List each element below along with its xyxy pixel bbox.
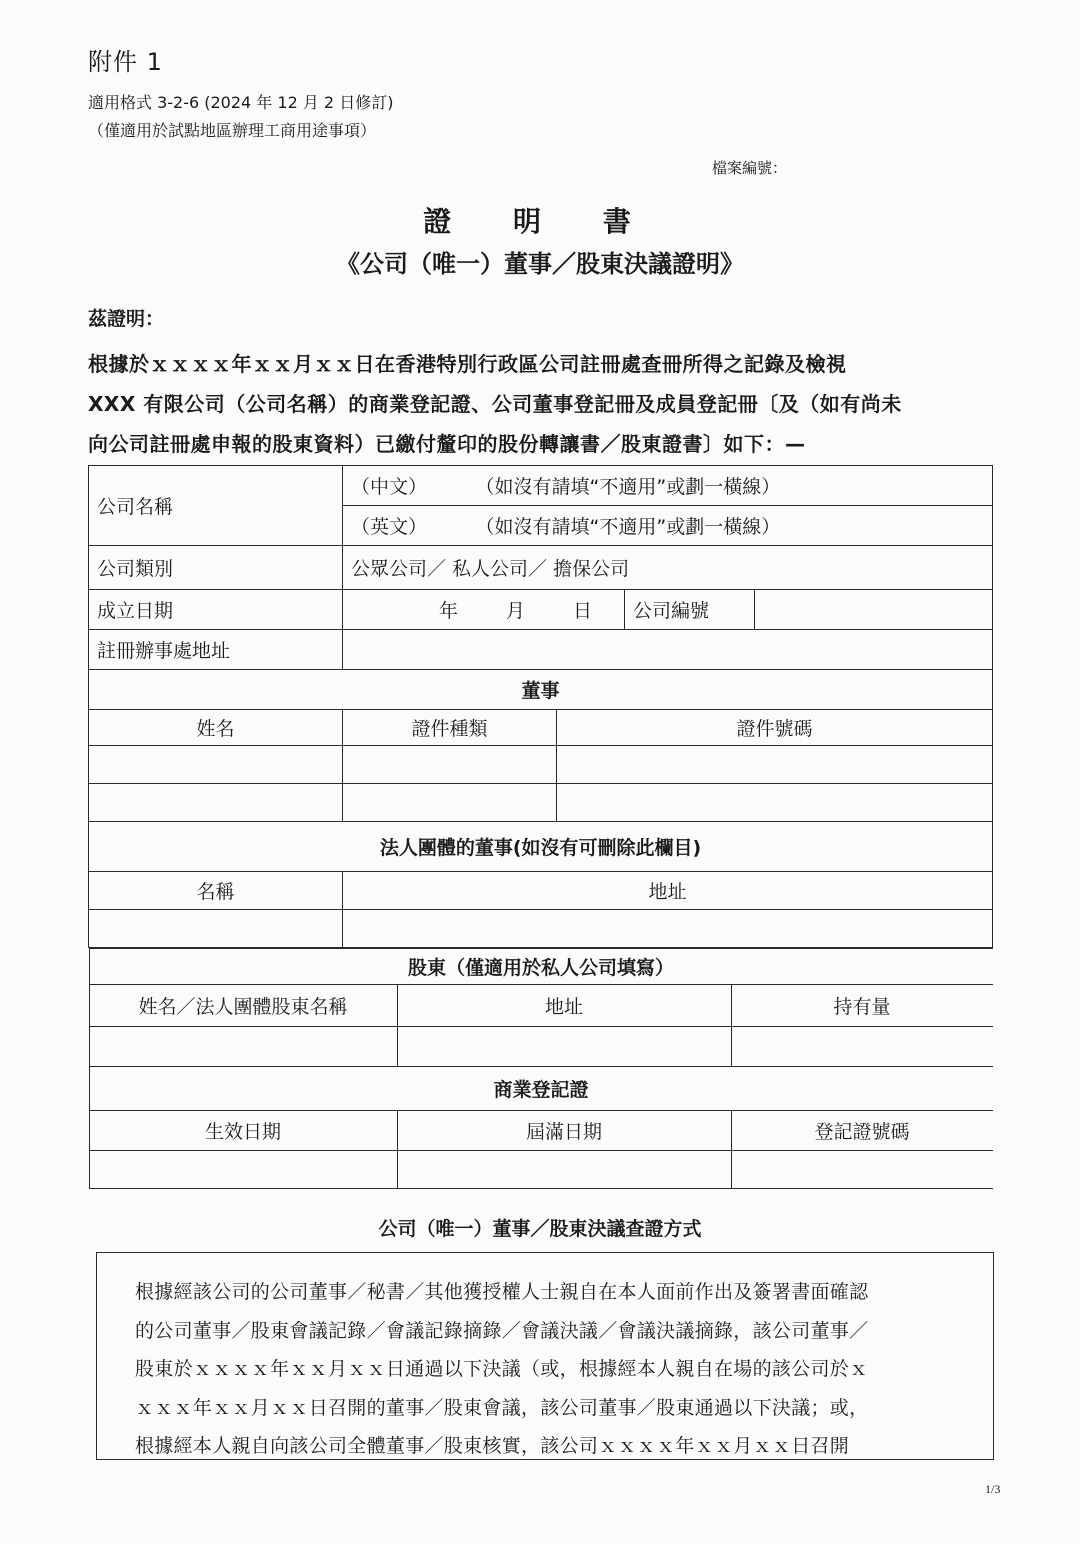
- certify-label: 茲證明：: [88, 308, 165, 330]
- verification-method-title: 公司（唯一）董事／股東決議查證方式: [378, 1218, 702, 1240]
- method-line: 股東於ｘｘｘｘ年ｘｘ月ｘｘ日通過以下決議（或，根據經本人親自在場的該公司於ｘ: [135, 1358, 869, 1380]
- company-type-label: 公司類別: [89, 546, 343, 590]
- company-name-chinese-field[interactable]: [343, 466, 993, 506]
- br-effective-date-cell[interactable]: [89, 1151, 397, 1189]
- shareholders-section-title: 股東（僅適用於私人公司填寫）: [89, 949, 993, 985]
- corporate-director-name-cell[interactable]: [89, 910, 343, 948]
- registered-office-field[interactable]: [343, 630, 993, 670]
- shareholder-address-cell[interactable]: [397, 1027, 731, 1067]
- br-number-cell[interactable]: [731, 1151, 993, 1189]
- month-label: 月: [506, 600, 526, 622]
- company-type-field[interactable]: 公眾公司／ 私人公司／ 擔保公司: [343, 546, 993, 590]
- director-id-number-cell[interactable]: [557, 784, 993, 822]
- shareholding-header: 持有量: [731, 985, 993, 1027]
- file-number-label: 檔案編號：: [712, 159, 788, 177]
- year-label: 年: [439, 600, 459, 622]
- registered-office-label: 註冊辦事處地址: [89, 630, 343, 670]
- intro-line: 根據於ｘｘｘｘ年ｘｘ月ｘｘ日在香港特別行政區公司註冊處查冊所得之記錄及檢視: [88, 352, 847, 376]
- directors-section-title: 董事: [89, 670, 993, 710]
- method-line: 根據經該公司的公司董事／秘書／其他獲授權人士親自在本人面前作出及簽署書面確認: [135, 1281, 869, 1303]
- director-name-cell[interactable]: [89, 746, 343, 784]
- shareholder-and-br-table: [89, 948, 993, 1189]
- english-label: （英文）: [351, 516, 428, 538]
- method-line: 根據經本人親自向該公司全體董事／股東核實，該公司ｘｘｘｘ年ｘｘ月ｘｘ日召開: [135, 1435, 850, 1457]
- page-number: 1/3: [985, 1482, 1001, 1496]
- intro-line: 向公司註冊處申報的股東資料）已繳付釐印的股份轉讓書／股東證書〕如下：—: [88, 432, 806, 456]
- company-number-field[interactable]: [755, 590, 993, 630]
- company-name-label: 公司名稱: [89, 466, 343, 546]
- corporate-directors-section-title: 法人團體的董事(如沒有可刪除此欄目): [89, 822, 993, 872]
- page-subtitle: 《公司（唯一）董事／股東決議證明》: [336, 250, 744, 278]
- company-info-table: [88, 465, 993, 1189]
- corporate-director-name-header: 名稱: [89, 872, 343, 910]
- director-id-type-cell[interactable]: [343, 784, 557, 822]
- director-id-type-header: 證件種類: [343, 710, 557, 746]
- company-name-english-field[interactable]: [343, 506, 993, 546]
- director-id-type-cell[interactable]: [343, 746, 557, 784]
- br-section-title: 商業登記證: [89, 1067, 993, 1111]
- company-number-label: 公司編號: [625, 590, 755, 630]
- method-line: ｘｘｘ年ｘｘ月ｘｘ日召開的董事／股東會議，該公司董事／股東通過以下決議；或，: [135, 1396, 869, 1419]
- br-effective-date-header: 生效日期: [89, 1111, 397, 1151]
- shareholder-name-header: 姓名／法人團體股東名稱: [89, 985, 397, 1027]
- incorporation-date-label: 成立日期: [89, 590, 343, 630]
- br-number-header: 登記證號碼: [731, 1111, 993, 1151]
- method-line: 的公司董事／股東會議記錄／會議記錄摘錄／會議決議／會議決議摘錄，該公司董事／: [135, 1319, 869, 1342]
- annex-label: 附件 1: [88, 48, 163, 76]
- br-expiry-date-header: 屆滿日期: [397, 1111, 731, 1151]
- verification-method-box: [96, 1252, 994, 1460]
- br-expiry-date-cell[interactable]: [397, 1151, 731, 1189]
- form-version: 適用格式 3-2-6 (2024 年 12 月 2 日修訂): [88, 93, 394, 112]
- incorporation-date-field[interactable]: [343, 590, 625, 630]
- director-id-number-header: 證件號碼: [557, 710, 993, 746]
- director-id-number-cell[interactable]: [557, 746, 993, 784]
- intro-line: XXX 有限公司（公司名稱）的商業登記證、公司董事登記冊及成員登記冊〔及（如有尚未: [88, 392, 902, 416]
- day-label: 日: [573, 600, 593, 622]
- shareholding-cell[interactable]: [731, 1027, 993, 1067]
- shareholder-name-cell[interactable]: [89, 1027, 397, 1067]
- chinese-label: （中文）: [351, 476, 428, 498]
- page-title: 證 明 書: [423, 205, 657, 238]
- director-name-header: 姓名: [89, 710, 343, 746]
- intro-paragraph: [88, 344, 998, 464]
- form-scope: （僅適用於試點地區辦理工商用途事項）: [88, 121, 377, 140]
- corporate-director-address-header: 地址: [343, 872, 993, 910]
- english-hint: （如沒有請填“不適用”或劃一橫線）: [485, 516, 781, 538]
- director-name-cell[interactable]: [89, 784, 343, 822]
- chinese-hint: （如沒有請填“不適用”或劃一橫線）: [485, 476, 781, 498]
- corporate-director-address-cell[interactable]: [343, 910, 993, 948]
- shareholder-address-header: 地址: [397, 985, 731, 1027]
